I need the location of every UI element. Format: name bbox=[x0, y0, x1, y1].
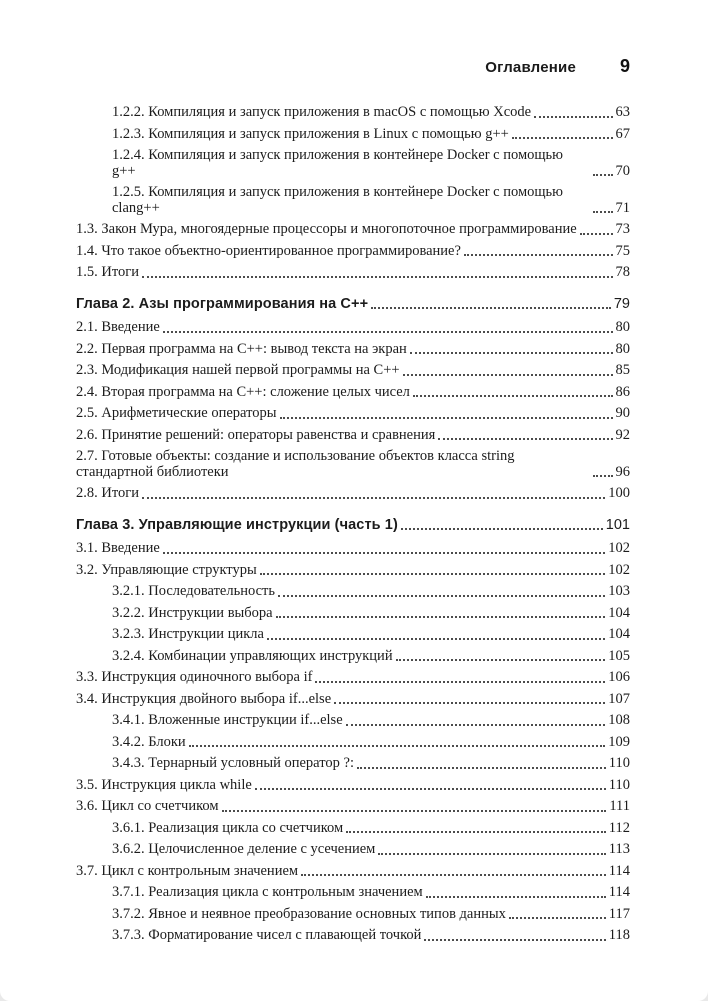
dot-leader bbox=[512, 136, 613, 139]
dot-leader bbox=[593, 474, 613, 477]
entry-text: 1.4. Что такое объектно-ориентированное программирование? bbox=[76, 242, 461, 259]
entry-page-number: 73 bbox=[615, 221, 630, 237]
entry-text: 3.2.2. Инструкции выбора bbox=[112, 604, 273, 621]
page-header-title: Оглавление bbox=[485, 59, 576, 76]
entry-page-number: 71 bbox=[615, 199, 630, 216]
toc-entry bbox=[76, 265, 630, 281]
toc-entry bbox=[76, 363, 630, 379]
toc-entry bbox=[76, 756, 630, 772]
entry-page-number: 105 bbox=[608, 647, 630, 664]
dot-leader bbox=[189, 744, 606, 747]
entry-page-number: 108 bbox=[608, 712, 630, 728]
toc-entry bbox=[76, 518, 630, 534]
toc-entry bbox=[76, 449, 630, 480]
dot-leader bbox=[426, 895, 606, 898]
entry-page-number: 102 bbox=[608, 540, 630, 556]
entry-text: Азы программирования на C++ bbox=[138, 295, 369, 312]
toc-entry bbox=[76, 842, 630, 858]
dot-leader bbox=[222, 809, 607, 812]
entry-page-number: 85 bbox=[615, 362, 630, 378]
dot-leader bbox=[396, 658, 606, 661]
entry-text: 1.2.2. Компиляция и запуск приложения в macOS с помощью Xcode bbox=[112, 104, 532, 120]
entry-text: 3.2.1. Последовательность bbox=[112, 583, 275, 599]
entry-text: 3.4. Инструкция двойного выбора if...else bbox=[76, 690, 332, 707]
dot-leader bbox=[403, 373, 613, 376]
toc-entry bbox=[76, 563, 630, 579]
entry-page-number: 117 bbox=[608, 905, 630, 922]
entry-page-number: 109 bbox=[608, 733, 630, 750]
toc-entry bbox=[76, 907, 630, 923]
entry-text: 2.8. Итоги bbox=[76, 485, 139, 501]
entry-page-number: 104 bbox=[608, 604, 630, 621]
entry-text: 3.4.2. Блоки bbox=[112, 733, 186, 750]
entry-text: 3.6.1. Реализация цикла со счетчиком bbox=[112, 819, 344, 836]
entry-text: 3.2. Управляющие структуры bbox=[76, 561, 257, 578]
entry-page-number: 113 bbox=[608, 841, 630, 857]
entry-text: 3.3. Инструкция одиночного выбора if bbox=[76, 669, 313, 685]
entry-page-number: 102 bbox=[608, 561, 630, 578]
entry-text: 3.7. Цикл с контрольным значением bbox=[76, 862, 299, 879]
entry-page-number: 79 bbox=[613, 295, 630, 312]
dot-leader bbox=[580, 232, 613, 235]
dot-leader bbox=[534, 115, 612, 118]
toc-entry bbox=[76, 486, 630, 502]
dot-leader bbox=[357, 766, 606, 769]
dot-leader bbox=[255, 787, 606, 790]
dot-leader bbox=[401, 527, 603, 530]
dot-leader bbox=[142, 275, 613, 278]
toc-entry bbox=[76, 885, 630, 901]
dot-leader bbox=[278, 594, 605, 597]
entry-page-number: 100 bbox=[608, 485, 630, 501]
entry-page-number: 70 bbox=[615, 162, 630, 179]
toc-entry bbox=[76, 406, 630, 422]
dot-leader bbox=[346, 830, 606, 833]
dot-leader bbox=[410, 351, 613, 354]
dot-leader bbox=[276, 615, 606, 618]
toc-entry bbox=[76, 649, 630, 665]
entry-page-number: 112 bbox=[608, 819, 630, 836]
entry-page-number: 63 bbox=[615, 104, 630, 120]
entry-text: 2.6. Принятие решений: операторы равенства и сравнения bbox=[76, 426, 436, 443]
toc-list bbox=[76, 105, 630, 944]
entry-page-number: 104 bbox=[608, 626, 630, 642]
toc-entry bbox=[76, 778, 630, 794]
dot-leader bbox=[413, 394, 613, 397]
entry-page-number: 80 bbox=[615, 340, 630, 357]
dot-leader bbox=[267, 637, 605, 640]
entry-text: 1.2.5. Компиляция и запуск приложения в контейнере Docker с помощью clang++ bbox=[112, 184, 563, 216]
running-head bbox=[76, 56, 630, 77]
toc-entry bbox=[76, 428, 630, 444]
page-number: 9 bbox=[619, 56, 630, 76]
toc-entry bbox=[76, 864, 630, 880]
toc-entry bbox=[76, 127, 630, 143]
entry-text: 1.2.4. Компиляция и запуск приложения в контейнере Docker с помощью g++ bbox=[112, 147, 563, 179]
entry-page-number: 96 bbox=[615, 463, 630, 480]
dot-leader bbox=[315, 680, 605, 683]
dot-leader bbox=[301, 873, 606, 876]
dot-leader bbox=[163, 551, 605, 554]
entry-page-number: 78 bbox=[615, 264, 630, 280]
entry-text: 2.4. Вторая программа на C++: сложение целых чисел bbox=[76, 383, 410, 400]
entry-text: 2.1. Введение bbox=[76, 319, 160, 335]
toc-entry bbox=[76, 713, 630, 729]
toc-entry bbox=[76, 148, 630, 179]
toc-entry bbox=[76, 541, 630, 557]
dot-leader bbox=[260, 572, 606, 575]
toc-entry bbox=[76, 606, 630, 622]
entry-page-number: 86 bbox=[615, 383, 630, 400]
entry-text: 3.7.2. Явное и неявное преобразование основных типов данных bbox=[112, 905, 506, 922]
entry-page-number: 114 bbox=[608, 862, 630, 879]
toc-entry bbox=[76, 244, 630, 260]
dot-leader bbox=[509, 916, 606, 919]
toc-entry bbox=[76, 342, 630, 358]
toc-entry bbox=[76, 584, 630, 600]
dot-leader bbox=[142, 496, 605, 499]
dot-leader bbox=[346, 723, 606, 726]
dot-leader bbox=[593, 210, 613, 213]
entry-text: 1.3. Закон Мура, многоядерные процессоры и многопоточное программирование bbox=[76, 221, 577, 237]
dot-leader bbox=[280, 416, 613, 419]
entry-page-number: 110 bbox=[608, 776, 630, 793]
dot-leader bbox=[334, 701, 605, 704]
entry-page-number: 118 bbox=[608, 927, 630, 943]
entry-page-number: 75 bbox=[615, 242, 630, 259]
entry-text: 2.7. Готовые объекты: создание и использование объектов класса string стандартной библиотеки bbox=[76, 448, 515, 480]
entry-text: 2.3. Модификация нашей первой программы на C++ bbox=[76, 362, 400, 378]
chapter-prefix: Глава 3. bbox=[76, 516, 139, 533]
dot-leader bbox=[438, 437, 612, 440]
toc-entry bbox=[76, 297, 630, 313]
entry-page-number: 103 bbox=[608, 583, 630, 599]
dot-leader bbox=[378, 852, 605, 855]
entry-page-number: 67 bbox=[615, 125, 630, 142]
toc-entry bbox=[76, 735, 630, 751]
entry-text: 3.7.3. Форматирование чисел с плавающей точкой bbox=[112, 927, 422, 943]
chapter-prefix: Глава 2. bbox=[76, 295, 139, 312]
entry-text: 2.2. Первая программа на C++: вывод текста на экран bbox=[76, 340, 407, 357]
entry-text: 3.1. Введение bbox=[76, 540, 160, 556]
entry-text: 3.2.4. Комбинации управляющих инструкций bbox=[112, 647, 393, 664]
toc-entry bbox=[76, 799, 630, 815]
dot-leader bbox=[424, 938, 605, 941]
toc-entry bbox=[76, 670, 630, 686]
entry-page-number: 110 bbox=[608, 755, 630, 771]
entry-text: 3.6.2. Целочисленное деление с усечением bbox=[112, 841, 376, 857]
toc-entry bbox=[76, 385, 630, 401]
dot-leader bbox=[371, 306, 611, 309]
entry-text: 3.4.1. Вложенные инструкции if...else bbox=[112, 712, 343, 728]
entry-page-number: 101 bbox=[605, 516, 630, 533]
toc-entry bbox=[76, 627, 630, 643]
entry-text: Управляющие инструкции (часть 1) bbox=[138, 516, 398, 533]
entry-page-number: 80 bbox=[615, 319, 630, 335]
entry-text: 3.7.1. Реализация цикла с контрольным значением bbox=[112, 884, 423, 900]
entry-text: 1.5. Итоги bbox=[76, 264, 139, 280]
entry-text: 1.2.3. Компиляция и запуск приложения в Linux с помощью g++ bbox=[112, 125, 509, 142]
toc-entry bbox=[76, 320, 630, 336]
entry-text: 3.6. Цикл со счетчиком bbox=[76, 798, 219, 814]
entry-text: 2.5. Арифметические операторы bbox=[76, 405, 277, 421]
toc-entry bbox=[76, 692, 630, 708]
dot-leader bbox=[593, 173, 613, 176]
entry-page-number: 107 bbox=[608, 690, 630, 707]
entry-page-number: 114 bbox=[608, 884, 630, 900]
toc-entry bbox=[76, 928, 630, 944]
toc-entry bbox=[76, 185, 630, 216]
entry-page-number: 111 bbox=[609, 798, 630, 814]
entry-page-number: 90 bbox=[615, 405, 630, 421]
entry-page-number: 106 bbox=[608, 669, 630, 685]
toc-entry bbox=[76, 821, 630, 837]
dot-leader bbox=[163, 330, 613, 333]
toc-entry bbox=[76, 105, 630, 121]
entry-text: 3.2.3. Инструкции цикла bbox=[112, 626, 264, 642]
entry-text: 3.4.3. Тернарный условный оператор ?: bbox=[112, 755, 354, 771]
toc-entry bbox=[76, 222, 630, 238]
dot-leader bbox=[464, 253, 613, 256]
entry-text: 3.5. Инструкция цикла while bbox=[76, 776, 252, 793]
entry-page-number: 92 bbox=[615, 426, 630, 443]
